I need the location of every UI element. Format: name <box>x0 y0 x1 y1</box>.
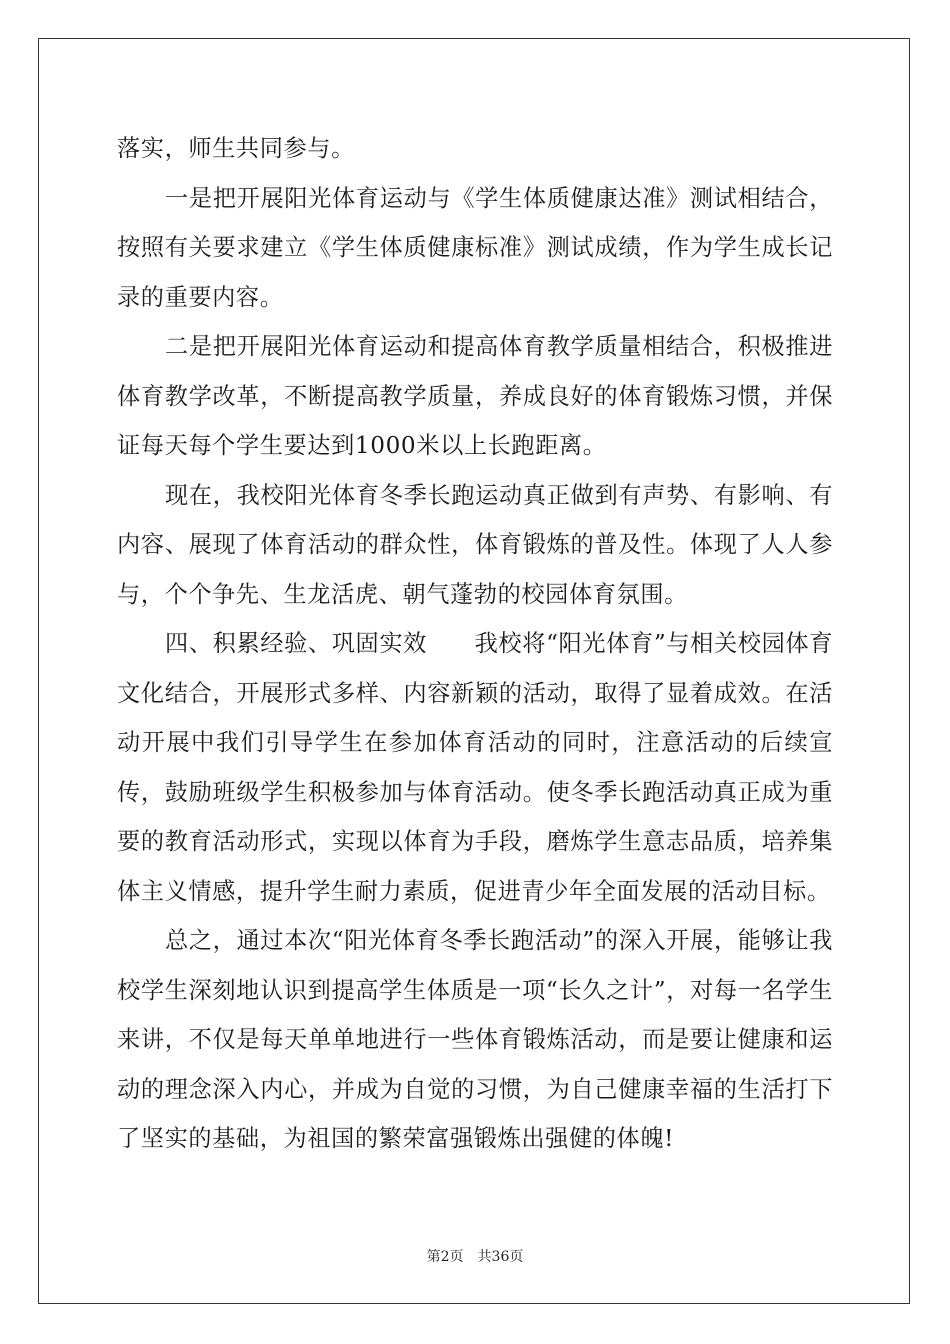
paragraph: 现在，我校阳光体育冬季长跑运动真正做到有声势、有影响、有内容、展现了体育活动的群众性，体育锻炼的普及性。体现了人人参与，个个争先、生龙活虎、朝气蓬勃的校园体育氛围。 <box>117 481 833 608</box>
paragraph: 一是把开展阳光体育运动与《学生体质健康达准》测试相结合，按照有关要求建立《学生体质健康标准》测试成绩，作为学生成长记录的重要内容。 <box>117 184 833 311</box>
paragraph: 总之，通过本次“阳光体育冬季长跑活动”的深入开展，能够让我校学生深刻地认识到提高学生体质是一项“长久之计”，对每一名学生来讲，不仅是每天单单地进行一些体育锻炼活动，而是要让健康和运动的理念深入内心，并成为自觉的习惯，为自己健康幸福的生活打下了坚实的基础，为祖国的繁荣富强锻炼出强健的体魄! <box>117 927 833 1152</box>
document-body <box>117 124 833 1164</box>
paragraph: 落实，师生共同参与。 <box>117 135 355 162</box>
paragraph: 二是把开展阳光体育运动和提高体育教学质量相结合，积极推进体育教学改革，不断提高教学质量，养成良好的体育锻炼习惯，并保证每天每个学生要达到1000米以上长跑距离。 <box>117 333 833 459</box>
paragraph: 四、积累经验、巩固实效 我校将“阳光体育”与相关校园体育文化结合，开展形式多样、内容新颖的活动，取得了显着成效。在活动开展中我们引导学生在参加体育活动的同时，注意活动的后续宣传，鼓励班级学生积极参加与体育活动。使冬季长跑活动真正成为重要的教育活动形式，实现以体育为手段，磨炼学生意志品质，培养集体主义情感，提升学生耐力素质，促进青少年全面发展的活动目标。 <box>117 630 833 905</box>
page-number-footer: 第2页 共36页 <box>426 1249 524 1265</box>
